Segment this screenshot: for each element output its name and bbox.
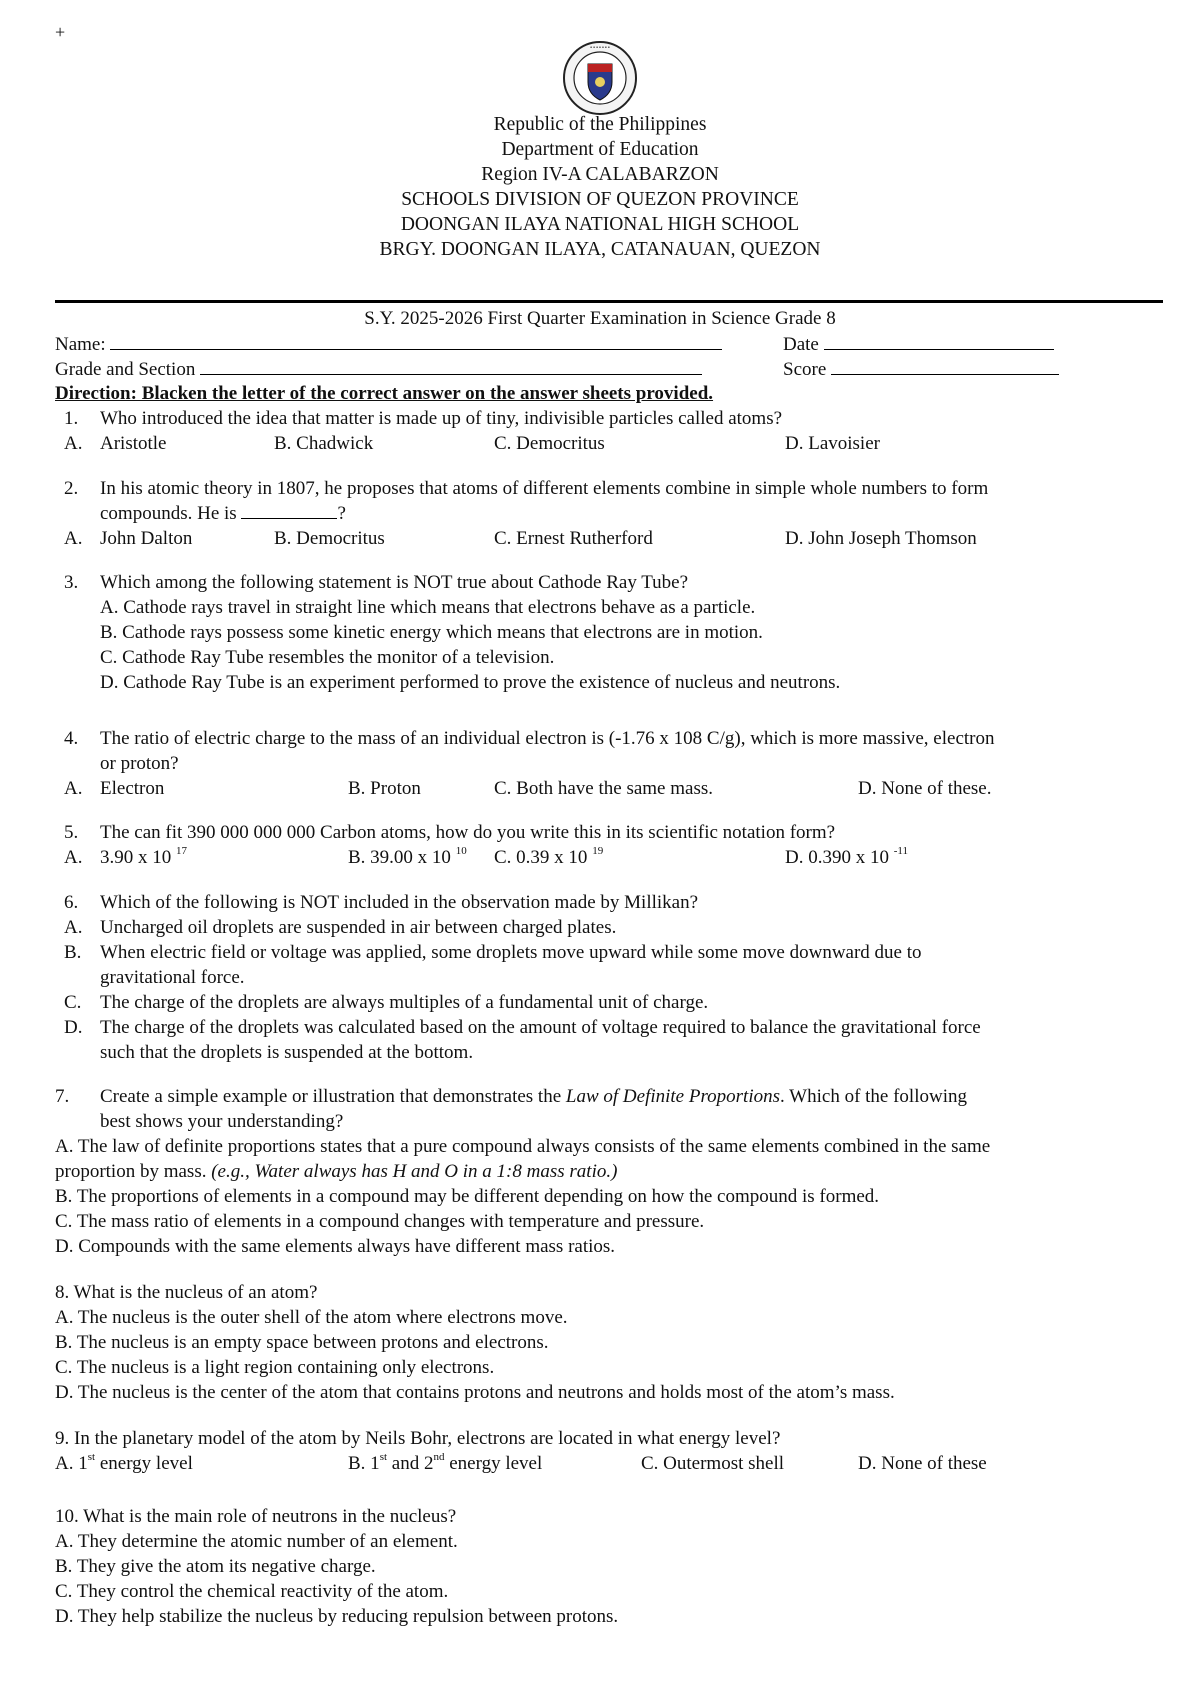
header-line: SCHOOLS DIVISION OF QUEZON PROVINCE bbox=[401, 189, 799, 210]
header-line: Region IV-A CALABARZON bbox=[481, 164, 719, 185]
question-number: 2. bbox=[64, 478, 79, 499]
question-text: Which among the following statement is NOT true about Cathode Ray Tube? bbox=[100, 572, 689, 593]
header-line: DOONGAN ILAYA NATIONAL HIGH SCHOOL bbox=[400, 214, 800, 235]
question-text-part: compounds. He is bbox=[100, 503, 242, 524]
date-line[interactable] bbox=[824, 331, 1054, 350]
choice-text-part: and 2 bbox=[387, 1453, 434, 1474]
choice-a: A. Cathode rays travel in straight line which means that electrons behave as a particle. bbox=[100, 597, 756, 618]
choice-d: The charge of the droplets was calculated based on the amount of voltage required to balance the gravitational force bbox=[100, 1017, 981, 1038]
choice-letter: A. bbox=[64, 433, 83, 454]
exponent: -11 bbox=[893, 844, 908, 857]
question-number: 7. bbox=[55, 1086, 70, 1107]
exponent: 10 bbox=[455, 844, 467, 857]
choice-c: C. Both have the same mass. bbox=[494, 778, 713, 799]
choice-a: A. The law of definite proportions states that a pure compound always consists of the same elements combined in the same bbox=[55, 1136, 991, 1157]
choice-text-part: A. 1 bbox=[55, 1453, 88, 1474]
question-text: Who introduced the idea that matter is made up of tiny, indivisible particles called atoms? bbox=[100, 408, 783, 429]
choice-d: D. None of these. bbox=[858, 778, 992, 799]
choice-c: C. Ernest Rutherford bbox=[494, 528, 653, 549]
choice-b: B. Democritus bbox=[274, 528, 385, 549]
question-text bbox=[100, 1084, 967, 1109]
score-label: Score bbox=[783, 359, 827, 380]
question-text-part: Create a simple example or illustration that demonstrates the bbox=[100, 1086, 566, 1107]
choice-c: C. Democritus bbox=[494, 433, 605, 454]
question-number: 4. bbox=[64, 728, 79, 749]
question-text: The ratio of electric charge to the mass of an individual electron is (-1.76 x 108 C/g), which is more massive, electron bbox=[100, 728, 995, 749]
deped-seal bbox=[562, 40, 638, 116]
choice-b: B. Cathode rays possess some kinetic energy which means that electrons are in motion. bbox=[100, 622, 763, 643]
choice-d: D. John Joseph Thomson bbox=[785, 528, 977, 549]
header-line: BRGY. DOONGAN ILAYA, CATANAUAN, QUEZON bbox=[379, 239, 821, 260]
corner-mark: + bbox=[55, 22, 66, 42]
choice-d: D. Cathode Ray Tube is an experiment performed to prove the existence of nucleus and neutrons. bbox=[100, 672, 841, 693]
question-text-cont: best shows your understanding? bbox=[100, 1111, 344, 1132]
question-text-part: . Which of the following bbox=[780, 1086, 967, 1107]
choice-d: D. They help stabilize the nucleus by reducing repulsion between protons. bbox=[55, 1606, 619, 1627]
name-field[interactable] bbox=[55, 331, 722, 357]
choice-letter: D. bbox=[64, 1017, 83, 1038]
choice-letter: B. bbox=[64, 942, 82, 963]
date-label: Date bbox=[783, 334, 819, 355]
question-text-cont bbox=[100, 501, 346, 526]
choice-b: B. The proportions of elements in a compound may be different depending on how the compound is formed. bbox=[55, 1186, 880, 1207]
question-text: The can fit 390 000 000 000 Carbon atoms, how do you write this in its scientific notation form? bbox=[100, 822, 836, 843]
choice-a bbox=[55, 1451, 193, 1476]
choice-c: C. The mass ratio of elements in a compound changes with temperature and pressure. bbox=[55, 1211, 705, 1232]
grade-section-field[interactable] bbox=[55, 356, 702, 382]
choice-b bbox=[348, 845, 467, 870]
choice-d: D. None of these bbox=[858, 1453, 987, 1474]
choice-c: C. Outermost shell bbox=[641, 1453, 785, 1474]
choice-a: John Dalton bbox=[100, 528, 193, 549]
law-name: Law of Definite Proportions bbox=[565, 1086, 781, 1107]
choice-a: Aristotle bbox=[100, 433, 167, 454]
choice-b: B. They give the atom its negative charge. bbox=[55, 1556, 376, 1577]
choice-a: A. They determine the atomic number of an element. bbox=[55, 1531, 458, 1552]
score-field[interactable] bbox=[783, 356, 1059, 382]
choice-c: C. Cathode Ray Tube resembles the monitor of a television. bbox=[100, 647, 555, 668]
header-line: Republic of the Philippines bbox=[493, 114, 707, 135]
question-number: 1. bbox=[64, 408, 79, 429]
score-line[interactable] bbox=[831, 356, 1059, 375]
question-text: 9. In the planetary model of the atom by Neils Bohr, electrons are located in what energy level? bbox=[55, 1428, 781, 1449]
choice-text-part: energy level bbox=[95, 1453, 193, 1474]
exponent: 17 bbox=[176, 844, 187, 857]
exponent: 19 bbox=[592, 844, 604, 857]
choice-base: D. 0.390 x 10 bbox=[785, 847, 889, 868]
choice-letter: A. bbox=[64, 847, 83, 868]
header-line: Department of Education bbox=[501, 139, 699, 160]
choice-c: C. They control the chemical reactivity of the atom. bbox=[55, 1581, 449, 1602]
choice-b: B. Chadwick bbox=[274, 433, 374, 454]
grade-section-line[interactable] bbox=[200, 356, 702, 375]
question-text: 8. What is the nucleus of an atom? bbox=[55, 1282, 318, 1303]
name-label: Name: bbox=[55, 334, 106, 355]
choice-c bbox=[494, 845, 603, 870]
choice-c: C. The nucleus is a light region containing only electrons. bbox=[55, 1357, 495, 1378]
question-number: 3. bbox=[64, 572, 79, 593]
choice-letter: C. bbox=[64, 992, 82, 1013]
choice-a: Uncharged oil droplets are suspended in air between charged plates. bbox=[100, 917, 617, 938]
choice-a-cont bbox=[55, 1159, 617, 1184]
ordinal: st bbox=[87, 1450, 96, 1463]
choice-d: D. The nucleus is the center of the atom that contains protons and neutrons and holds most of the atom’s mass. bbox=[55, 1382, 895, 1403]
choice-letter: A. bbox=[64, 528, 83, 549]
choice-b-cont: gravitational force. bbox=[100, 967, 245, 988]
choice-a: Electron bbox=[100, 778, 165, 799]
question-text-part: ? bbox=[337, 503, 346, 524]
choice-d-cont: such that the droplets is suspended at the bottom. bbox=[100, 1042, 474, 1063]
question-text: 10. What is the main role of neutrons in the nucleus? bbox=[55, 1506, 457, 1527]
grade-section-label: Grade and Section bbox=[55, 359, 196, 380]
choice-a bbox=[100, 845, 187, 870]
choice-b: B. The nucleus is an empty space between protons and electrons. bbox=[55, 1332, 549, 1353]
choice-text-part: proportion by mass. bbox=[55, 1161, 212, 1182]
header-divider bbox=[55, 300, 1163, 303]
choice-base: 3.90 x 10 bbox=[100, 847, 172, 868]
question-text: In his atomic theory in 1807, he proposes that atoms of different elements combine in simple whole numbers to form bbox=[100, 478, 989, 499]
ordinal: nd bbox=[433, 1450, 445, 1463]
choice-base: B. 39.00 x 10 bbox=[348, 847, 451, 868]
choice-d: D. Lavoisier bbox=[785, 433, 880, 454]
ordinal: st bbox=[379, 1450, 388, 1463]
name-line[interactable] bbox=[110, 331, 722, 350]
choice-letter: A. bbox=[64, 917, 83, 938]
choice-d bbox=[785, 845, 908, 870]
choice-b: When electric field or voltage was applied, some droplets move upward while some move downward due to bbox=[100, 942, 922, 963]
choice-letter: A. bbox=[64, 778, 83, 799]
choice-b: B. Proton bbox=[348, 778, 421, 799]
direction: Direction: Blacken the letter of the correct answer on the answer sheets provided. bbox=[55, 383, 714, 404]
answer-blank bbox=[241, 502, 337, 519]
date-field[interactable] bbox=[783, 331, 1054, 357]
choice-b bbox=[348, 1451, 542, 1476]
choice-base: C. 0.39 x 10 bbox=[494, 847, 588, 868]
question-number: 5. bbox=[64, 822, 79, 843]
choice-text-part: B. 1 bbox=[348, 1453, 380, 1474]
example-note: (e.g., Water always has H and O in a 1:8 mass ratio.) bbox=[211, 1161, 618, 1182]
svg-text:•••••••: ••••••• bbox=[589, 45, 611, 51]
choice-a: A. The nucleus is the outer shell of the atom where electrons move. bbox=[55, 1307, 568, 1328]
question-text: Which of the following is NOT included in the observation made by Millikan? bbox=[100, 892, 699, 913]
question-text-cont: or proton? bbox=[100, 753, 179, 774]
question-number: 6. bbox=[64, 892, 79, 913]
choice-c: The charge of the droplets are always multiples of a fundamental unit of charge. bbox=[100, 992, 709, 1013]
choice-text-part: energy level bbox=[444, 1453, 543, 1474]
choice-d: D. Compounds with the same elements always have different mass ratios. bbox=[55, 1236, 616, 1257]
exam-title: S.Y. 2025-2026 First Quarter Examination in Science Grade 8 bbox=[364, 308, 836, 329]
